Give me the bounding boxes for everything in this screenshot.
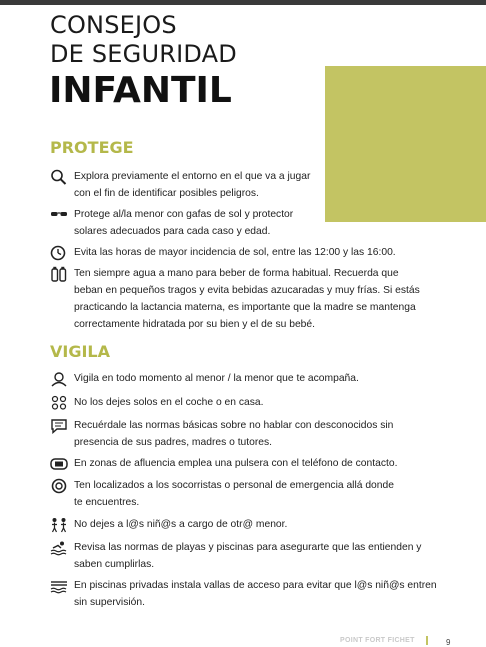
item-text: No dejes a l@s niñ@s a cargo de otr@ menor. — [74, 519, 288, 530]
item-text: Ten localizados a los socorristas o personal de emergencia allá donde te encuentres. — [74, 480, 394, 508]
item-text: Ten siempre agua a mano para beber de forma habitual. Recuerda que beban en pequeños tragos y evita bebidas azucaradas y muy frías. Si estás practicando la lactancia materna, es importante que la madre se mantenga correctamente hidratada por su bien y el de su bebé. — [74, 268, 420, 330]
kids-icon — [50, 517, 68, 533]
section-heading-vigila: VIGILA — [50, 342, 110, 361]
person-icon — [50, 371, 68, 387]
lifebuoy-icon — [50, 478, 68, 494]
item-text: Vigila en todo momento al menor / la menor que te acompaña. — [74, 373, 359, 384]
page-number: 9 — [446, 638, 451, 647]
item-text: En piscinas privadas instala vallas de acceso para evitar que l@s niñ@s entren sin supervisión. — [74, 580, 437, 608]
item-text: No los dejes solos en el coche o en casa. — [74, 397, 264, 408]
item-text: Protege al/la menor con gafas de sol y protector solares adecuados para cada caso y edad. — [74, 209, 294, 237]
wristband-icon — [50, 456, 68, 472]
footer-label: POINT FORT FICHET — [340, 637, 415, 644]
accent-block — [325, 66, 486, 222]
title-line-2: DE SEGURIDAD — [50, 40, 237, 68]
section-heading-protege: PROTEGE — [50, 138, 134, 157]
title-line-3: INFANTIL — [49, 70, 232, 111]
item-text: Revisa las normas de playas y piscinas para asegurarte que las entienden y saben cumplirlas. — [74, 542, 422, 570]
clock-icon — [50, 245, 68, 261]
swimmer-icon — [50, 540, 68, 556]
title-line-1: CONSEJOS — [50, 11, 177, 39]
item-text: Explora previamente el entorno en el que va a jugar con el fin de identificar posibles peligros. — [74, 171, 311, 199]
item-text: Evita las horas de mayor incidencia de sol, entre las 12:00 y las 16:00. — [74, 247, 396, 258]
footer-divider — [426, 636, 428, 645]
water-bottle-icon — [50, 266, 68, 282]
magnifier-icon — [50, 169, 68, 185]
top-bar — [0, 0, 486, 5]
pool-fence-icon — [50, 578, 68, 594]
item-text: Recuérdale las normas básicas sobre no hablar con desconocidos sin presencia de sus padres, madres o tutores. — [74, 420, 394, 448]
speech-icon — [50, 418, 68, 434]
group-icon — [50, 395, 68, 411]
sunglasses-icon — [50, 207, 68, 223]
item-text: En zonas de afluencia emplea una pulsera con el teléfono de contacto. — [74, 458, 398, 469]
